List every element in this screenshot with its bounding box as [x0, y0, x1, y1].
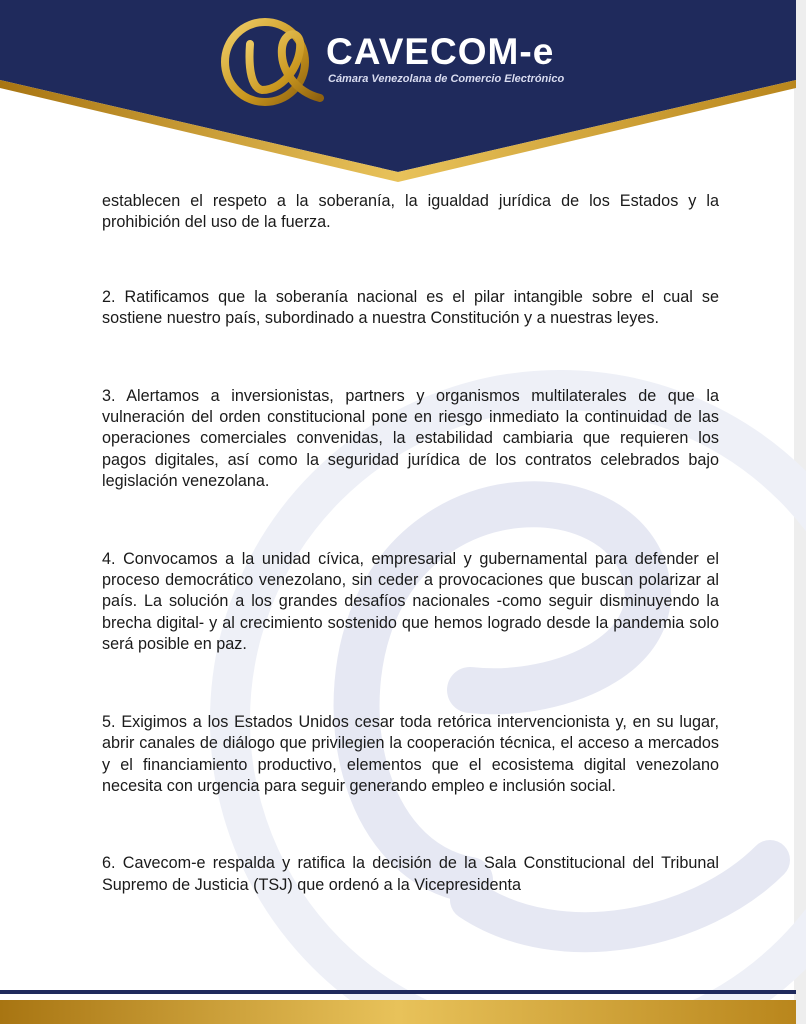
paragraph-6: 6. Cavecom-e respalda y ratifica la decisión de la Sala Constitucional del Tribunal Supremo de Justicia (TSJ) que ordenó a la Vicepresidenta: [102, 854, 719, 894]
letterhead-footer: [0, 990, 796, 1024]
header-navy-band: [0, 0, 796, 172]
paragraph-3: 3. Alertamos a inversionistas, partners y organismos multilaterales de que la vulneración del orden constitucional pone en riesgo inmediato la continuidad de las operaciones comerciales convenidas, la estabilidad cambiaria que requieren los pagos digitales, así como la seguridad jurídica de los contratos celebrados bajo legislación venezolana.: [102, 386, 719, 491]
document-body: [102, 191, 719, 896]
paragraph-1: establecen el respeto a la soberanía, la igualdad jurídica de los Estados y la prohibición del uso de la fuerza.: [102, 192, 719, 232]
paragraph-4: 4. Convocamos a la unidad cívica, empresarial y gubernamental para defender el proceso democrático venezolano, sin ceder a provocaciones que buscan polarizar al país. La solución a los grandes desafíos nacionales -como seguir disminuyendo la brecha digital- y al crecimiento sostenido que hemos logrado desde la pandemia solo será posible en paz.: [102, 549, 719, 654]
brand-subtitle: Cámara Venezolana de Comercio Electrónico: [328, 73, 565, 85]
letterhead: [0, 0, 796, 190]
paragraph-5: 5. Exigimos a los Estados Unidos cesar toda retórica intervencionista y, en su lugar, abrir canales de diálogo que privilegien la cooperación técnica, el acceso a mercados y el financiamiento productivo, elementos que el ecosistema digital venezolano necesita con urgencia para seguir generando empleo e inclusión social.: [102, 712, 719, 795]
brand-name: CAVECOM-e: [326, 31, 555, 72]
paragraph-2: 2. Ratificamos que la soberanía nacional es el pilar intangible sobre el cual se sostiene nuestro país, subordinado a nuestra Constitución y a nuestras leyes.: [102, 287, 719, 328]
